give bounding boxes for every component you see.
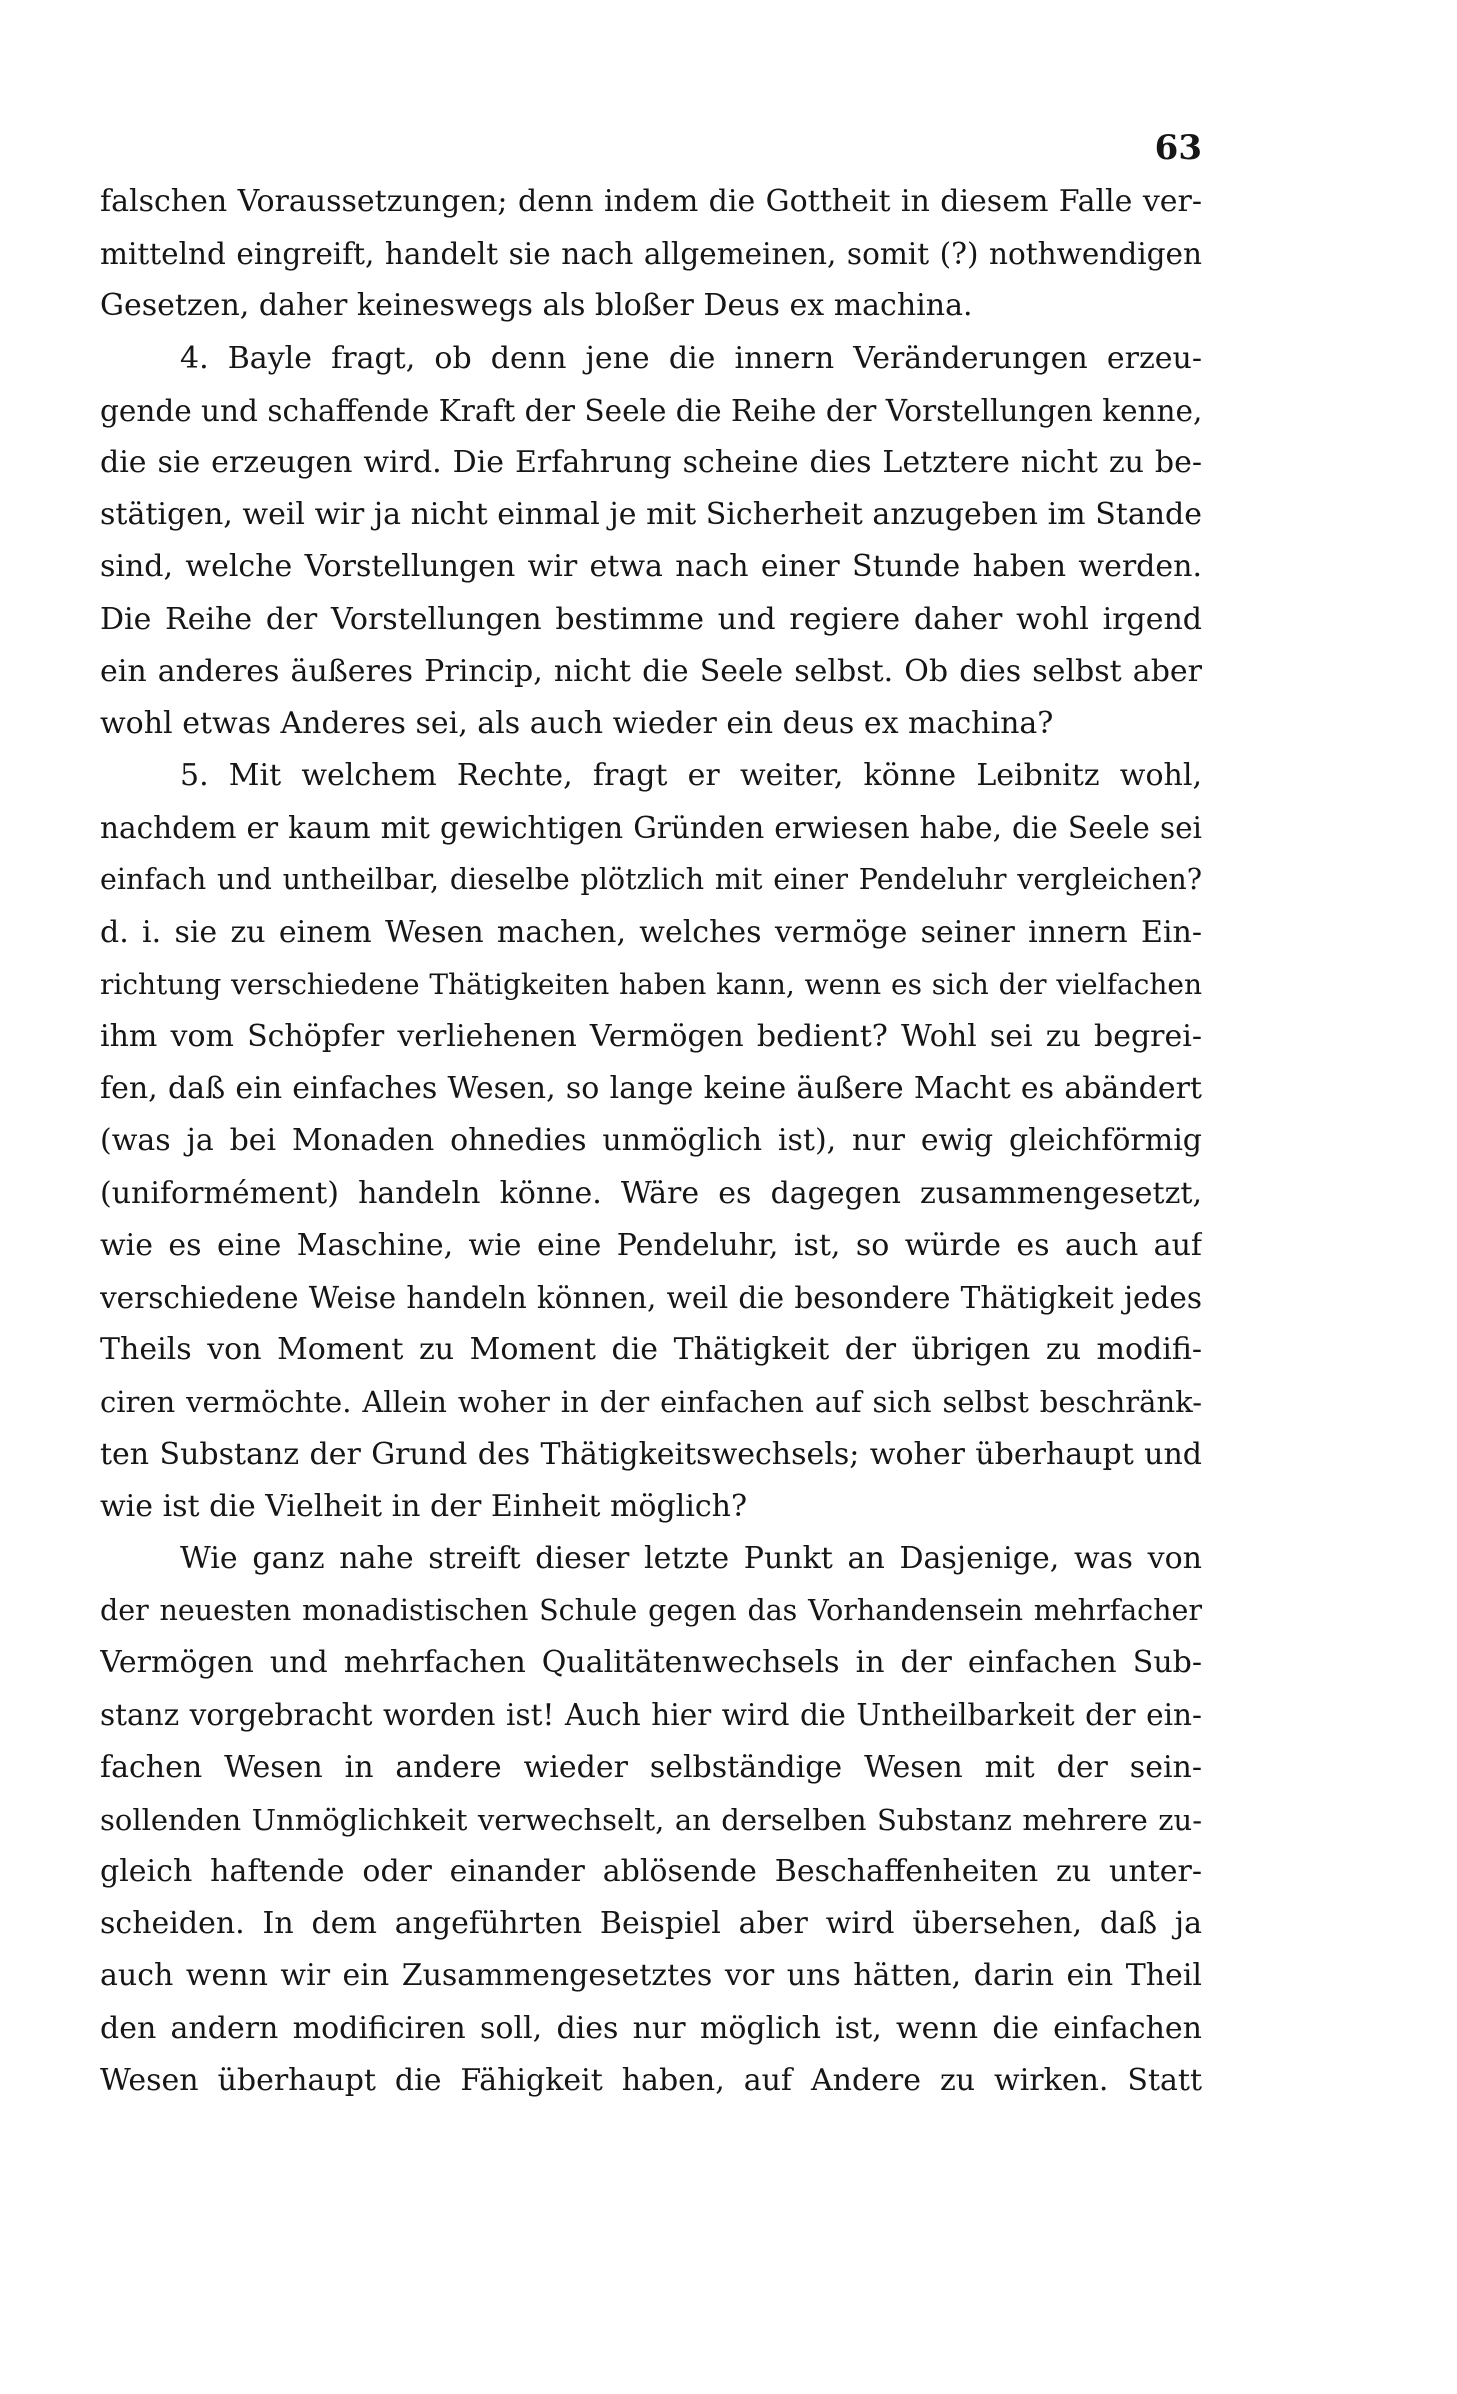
text-line: sollenden Unmöglichkeit verwechselt, an derselben Substanz mehrere zu-: [100, 1802, 1202, 1837]
text-line: gleich haftende oder einander ablösende Beschaffenheiten zu unter-: [100, 1854, 1202, 1889]
text-line: stätigen, weil wir ja nicht einmal je mit Sicherheit anzugeben im Stande: [100, 497, 1202, 533]
text-line: d. i. sie zu einem Wesen machen, welches vermöge seiner innern Ein-: [100, 914, 1202, 950]
text-line: die sie erzeugen wird. Die Erfahrung scheine dies Letztere nicht zu be-: [100, 444, 1202, 480]
text-line: ten Substanz der Grund des Thätigkeitswechsels; woher überhaupt und: [100, 1436, 1202, 1472]
text-line: (was ja bei Monaden ohnedies unmöglich ist), nur ewig gleichförmig: [100, 1123, 1202, 1159]
text-line: Die Reihe der Vorstellungen bestimme und regiere daher wohl irgend: [100, 601, 1202, 637]
text-line: falschen Voraussetzungen; denn indem die Gottheit in diesem Falle ver-: [100, 184, 1202, 219]
text-line: fen, daß ein einfaches Wesen, so lange keine äußere Macht es abändert: [100, 1071, 1202, 1107]
text-line: verschiedene Weise handeln können, weil die besondere Thätigkeit jedes: [100, 1280, 1202, 1315]
text-line: richtung verschiedene Thätigkeiten haben kann, wenn es sich der vielfachen: [100, 967, 1202, 1001]
text-line: (uniformément) handeln könne. Wäre es dagegen zusammengesetzt,: [100, 1175, 1202, 1211]
text-line: scheiden. In dem angeführten Beispiel aber wird übersehen, daß ja: [100, 1906, 1202, 1942]
text-line: Wesen überhaupt die Fähigkeit haben, auf Andere zu wirken. Statt: [100, 2062, 1202, 2098]
text-line: wie ist die Vielheit in der Einheit möglich?: [100, 1488, 748, 1524]
text-line: Gesetzen, daher keineswegs als bloßer Deus ex machina.: [100, 288, 973, 324]
text-line: mittelnd eingreift, handelt sie nach allgemeinen, somit (?) nothwendigen: [100, 237, 1202, 272]
text-line: gende und schaffende Kraft der Seele die Reihe der Vorstellungen kenne,: [100, 393, 1202, 428]
body-text: [100, 176, 1202, 2107]
text-line: Vermögen und mehrfachen Qualitätenwechsels in der einfachen Sub-: [100, 1645, 1202, 1681]
text-line: Wie ganz nahe streift dieser letzte Punkt an Dasjenige, was von: [180, 1540, 1202, 1576]
text-line: 5. Mit welchem Rechte, fragt er weiter, könne Leibnitz wohl,: [180, 758, 1202, 794]
text-line: ihm vom Schöpfer verliehenen Vermögen bedient? Wohl sei zu begrei-: [100, 1019, 1202, 1054]
text-line: wie es eine Maschine, wie eine Pendeluhr, ist, so würde es auch auf: [100, 1227, 1202, 1263]
text-line: stanz vorgebracht worden ist! Auch hier wird die Untheilbarkeit der ein-: [100, 1698, 1202, 1733]
text-line: 4. Bayle fragt, ob denn jene die innern Veränderungen erzeu-: [180, 340, 1202, 376]
text-line: Theils von Moment zu Moment die Thätigkeit der übrigen zu modifi-: [100, 1332, 1202, 1368]
text-line: ein anderes äußeres Princip, nicht die Seele selbst. Ob dies selbst aber: [100, 653, 1202, 689]
text-line: der neuesten monadistischen Schule gegen das Vorhandensein mehrfacher: [100, 1594, 1202, 1628]
text-line: einfach und untheilbar, dieselbe plötzlich mit einer Pendeluhr vergleichen?: [100, 863, 1202, 897]
text-line: fachen Wesen in andere wieder selbständige Wesen mit der sein-: [100, 1749, 1202, 1785]
text-line: ciren vermöchte. Allein woher in der einfachen auf sich selbst beschränk-: [100, 1385, 1202, 1420]
text-line: auch wenn wir ein Zusammengesetztes vor uns hätten, darin ein Theil: [100, 1958, 1202, 1994]
text-line: nachdem er kaum mit gewichtigen Gründen erwiesen habe, die Seele sei: [100, 811, 1202, 846]
text-line: sind, welche Vorstellungen wir etwa nach einer Stunde haben werden.: [100, 549, 1202, 585]
text-line: wohl etwas Anderes sei, als auch wieder ein deus ex machina?: [100, 705, 1054, 741]
page-number: 63: [1154, 128, 1202, 168]
text-line: den andern modificiren soll, dies nur möglich ist, wenn die einfachen: [100, 2010, 1202, 2046]
